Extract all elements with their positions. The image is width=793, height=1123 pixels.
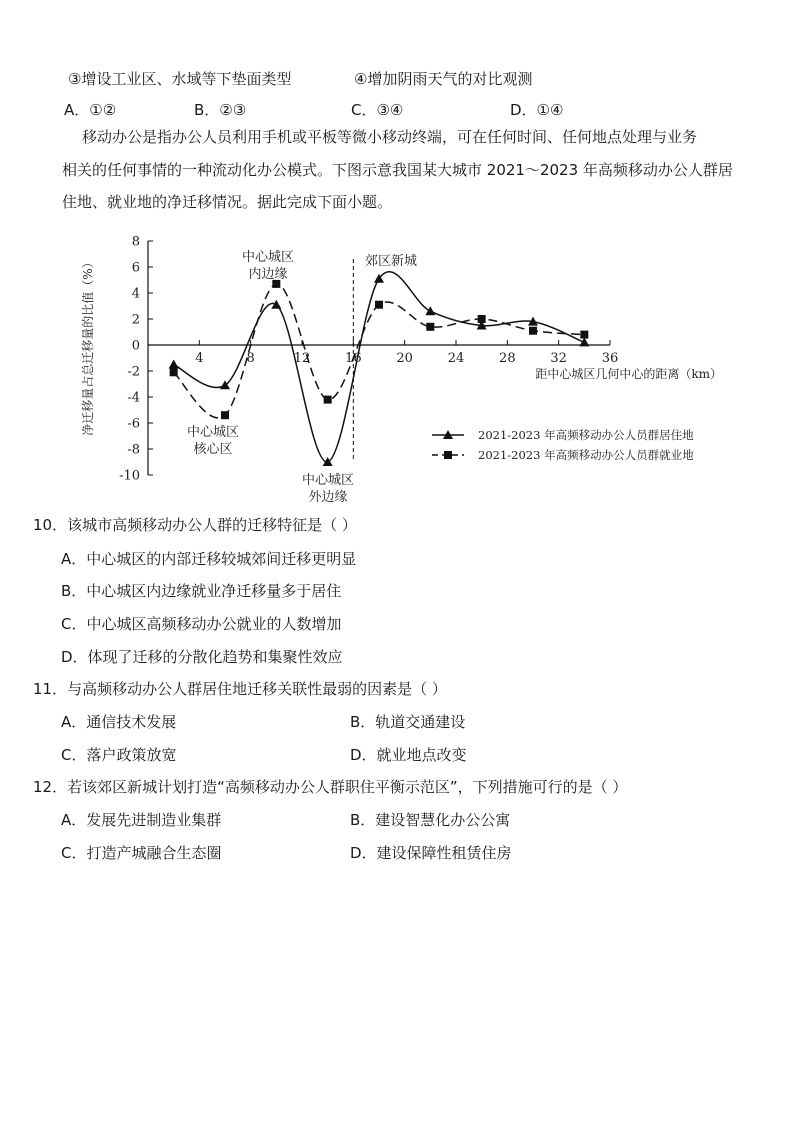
question-10-option-b[interactable]: B．中心城区内边缘就业净迁移量多于居住: [61, 582, 342, 600]
prev-option-d: D．①④: [510, 101, 564, 119]
employment-data-point: [170, 368, 178, 376]
employment-data-point: [375, 301, 383, 309]
x-tick-label: 24: [447, 351, 465, 366]
annotation-suburb: 郊区新城: [364, 254, 418, 269]
annotation-outer-line1: 中心城区: [301, 473, 355, 488]
question-10-stem: 10．该城市高频移动办公人群的迁移特征是（ ）: [33, 516, 357, 534]
chart-svg: [72, 228, 752, 513]
x-tick-label: 8: [246, 351, 255, 366]
question-12-option-a[interactable]: A．发展先进制造业集群: [61, 811, 222, 829]
passage-line-2: 相关的任何事情的一种流动化办公模式。下图示意我国某大城市 2021～2023 年高频移动办公人群居: [62, 161, 733, 179]
x-tick-label: 16: [345, 351, 362, 366]
x-tick-label: 32: [550, 351, 567, 366]
x-axis-label: 距中心城区几何中心的距离（km）: [535, 367, 722, 381]
y-tick-label: 4: [131, 286, 140, 302]
question-12-option-b[interactable]: B．建设智慧化办公公寓: [350, 811, 511, 829]
residence-data-point: [579, 337, 589, 346]
prev-option-a: A．①②: [64, 101, 117, 119]
passage-line-1: 移动办公是指办公人员利用手机或平板等微小移动终端，可在任何时间、任何地点处理与业务: [82, 128, 698, 146]
residence-data-point: [425, 306, 435, 315]
annotation-outer-line2: 外边缘: [308, 490, 348, 505]
question-10-option-d[interactable]: D．体现了迁移的分散化趋势和集聚性效应: [61, 648, 343, 666]
y-tick-label: -4: [127, 390, 140, 406]
employment-data-point: [324, 396, 332, 404]
question-12-option-d[interactable]: D．建设保障性租赁住房: [350, 844, 512, 862]
legend: [432, 428, 694, 462]
question-11-stem: 11．与高频移动办公人群居住地迁移关联性最弱的因素是（ ）: [33, 680, 447, 698]
passage-line-3: 住地、就业地的净迁移情况。据此完成下面小题。: [62, 193, 393, 211]
option-item-4: ④增加阴雨天气的对比观测: [354, 70, 533, 88]
x-tick-label: 12: [293, 351, 311, 366]
x-tick-label: 36: [601, 351, 619, 366]
y-tick-label: 8: [131, 234, 140, 250]
question-11-option-d[interactable]: D．就业地点改变: [350, 746, 467, 764]
x-tick-label: 28: [499, 351, 516, 366]
employment-data-point: [426, 323, 434, 331]
y-tick-label: -2: [127, 364, 140, 380]
y-tick-label: -8: [127, 442, 140, 458]
x-tick-label: 4: [195, 351, 204, 366]
x-tick-label: 20: [396, 351, 413, 366]
y-tick-label: -10: [119, 468, 140, 484]
annotation-core-line2: 核心区: [193, 442, 233, 457]
question-11-option-b[interactable]: B．轨道交通建设: [350, 713, 466, 731]
question-10-option-c[interactable]: C．中心城区高频移动办公就业的人数增加: [61, 615, 342, 633]
annotation-inner-line1: 中心城区: [241, 250, 295, 265]
employment-data-point: [221, 411, 229, 419]
question-12-option-c[interactable]: C．打造产城融合生态圈: [61, 844, 222, 862]
prev-option-b: B．②③: [194, 101, 247, 119]
y-axis-label: 净迁移量占总迁移量的比值（%）: [81, 256, 95, 436]
question-12-stem: 12．若该郊区新城计划打造“高频移动办公人群职住平衡示范区”，下列措施可行的是（ ）: [33, 778, 628, 796]
migration-chart: [72, 228, 752, 513]
legend-employment-marker: [444, 451, 452, 459]
annotation-core-line1: 中心城区: [186, 425, 240, 440]
residence-data-point: [271, 300, 281, 309]
legend-employment-label: 2021-2023 年高频移动办公人员群就业地: [478, 448, 694, 462]
annotation-inner-line2: 内边缘: [248, 267, 288, 282]
employment-data-point: [529, 327, 537, 335]
question-11-option-a[interactable]: A．通信技术发展: [61, 713, 177, 731]
question-10-option-a[interactable]: A．中心城区的内部迁移较城郊间迁移更明显: [61, 550, 357, 568]
option-item-3: ③增设工业区、水域等下垫面类型: [68, 70, 292, 88]
residence-data-point: [169, 360, 179, 369]
question-11-option-c[interactable]: C．落户政策放宽: [61, 746, 177, 764]
y-tick-label: 2: [131, 312, 140, 328]
employment-data-point: [580, 331, 588, 339]
legend-residence-label: 2021-2023 年高频移动办公人员群居住地: [478, 428, 694, 442]
employment-data-point: [478, 315, 486, 323]
y-tick-label: 0: [131, 338, 140, 354]
y-tick-label: 6: [131, 260, 140, 276]
y-tick-label: -6: [127, 416, 140, 432]
prev-option-c: C．③④: [351, 101, 404, 119]
